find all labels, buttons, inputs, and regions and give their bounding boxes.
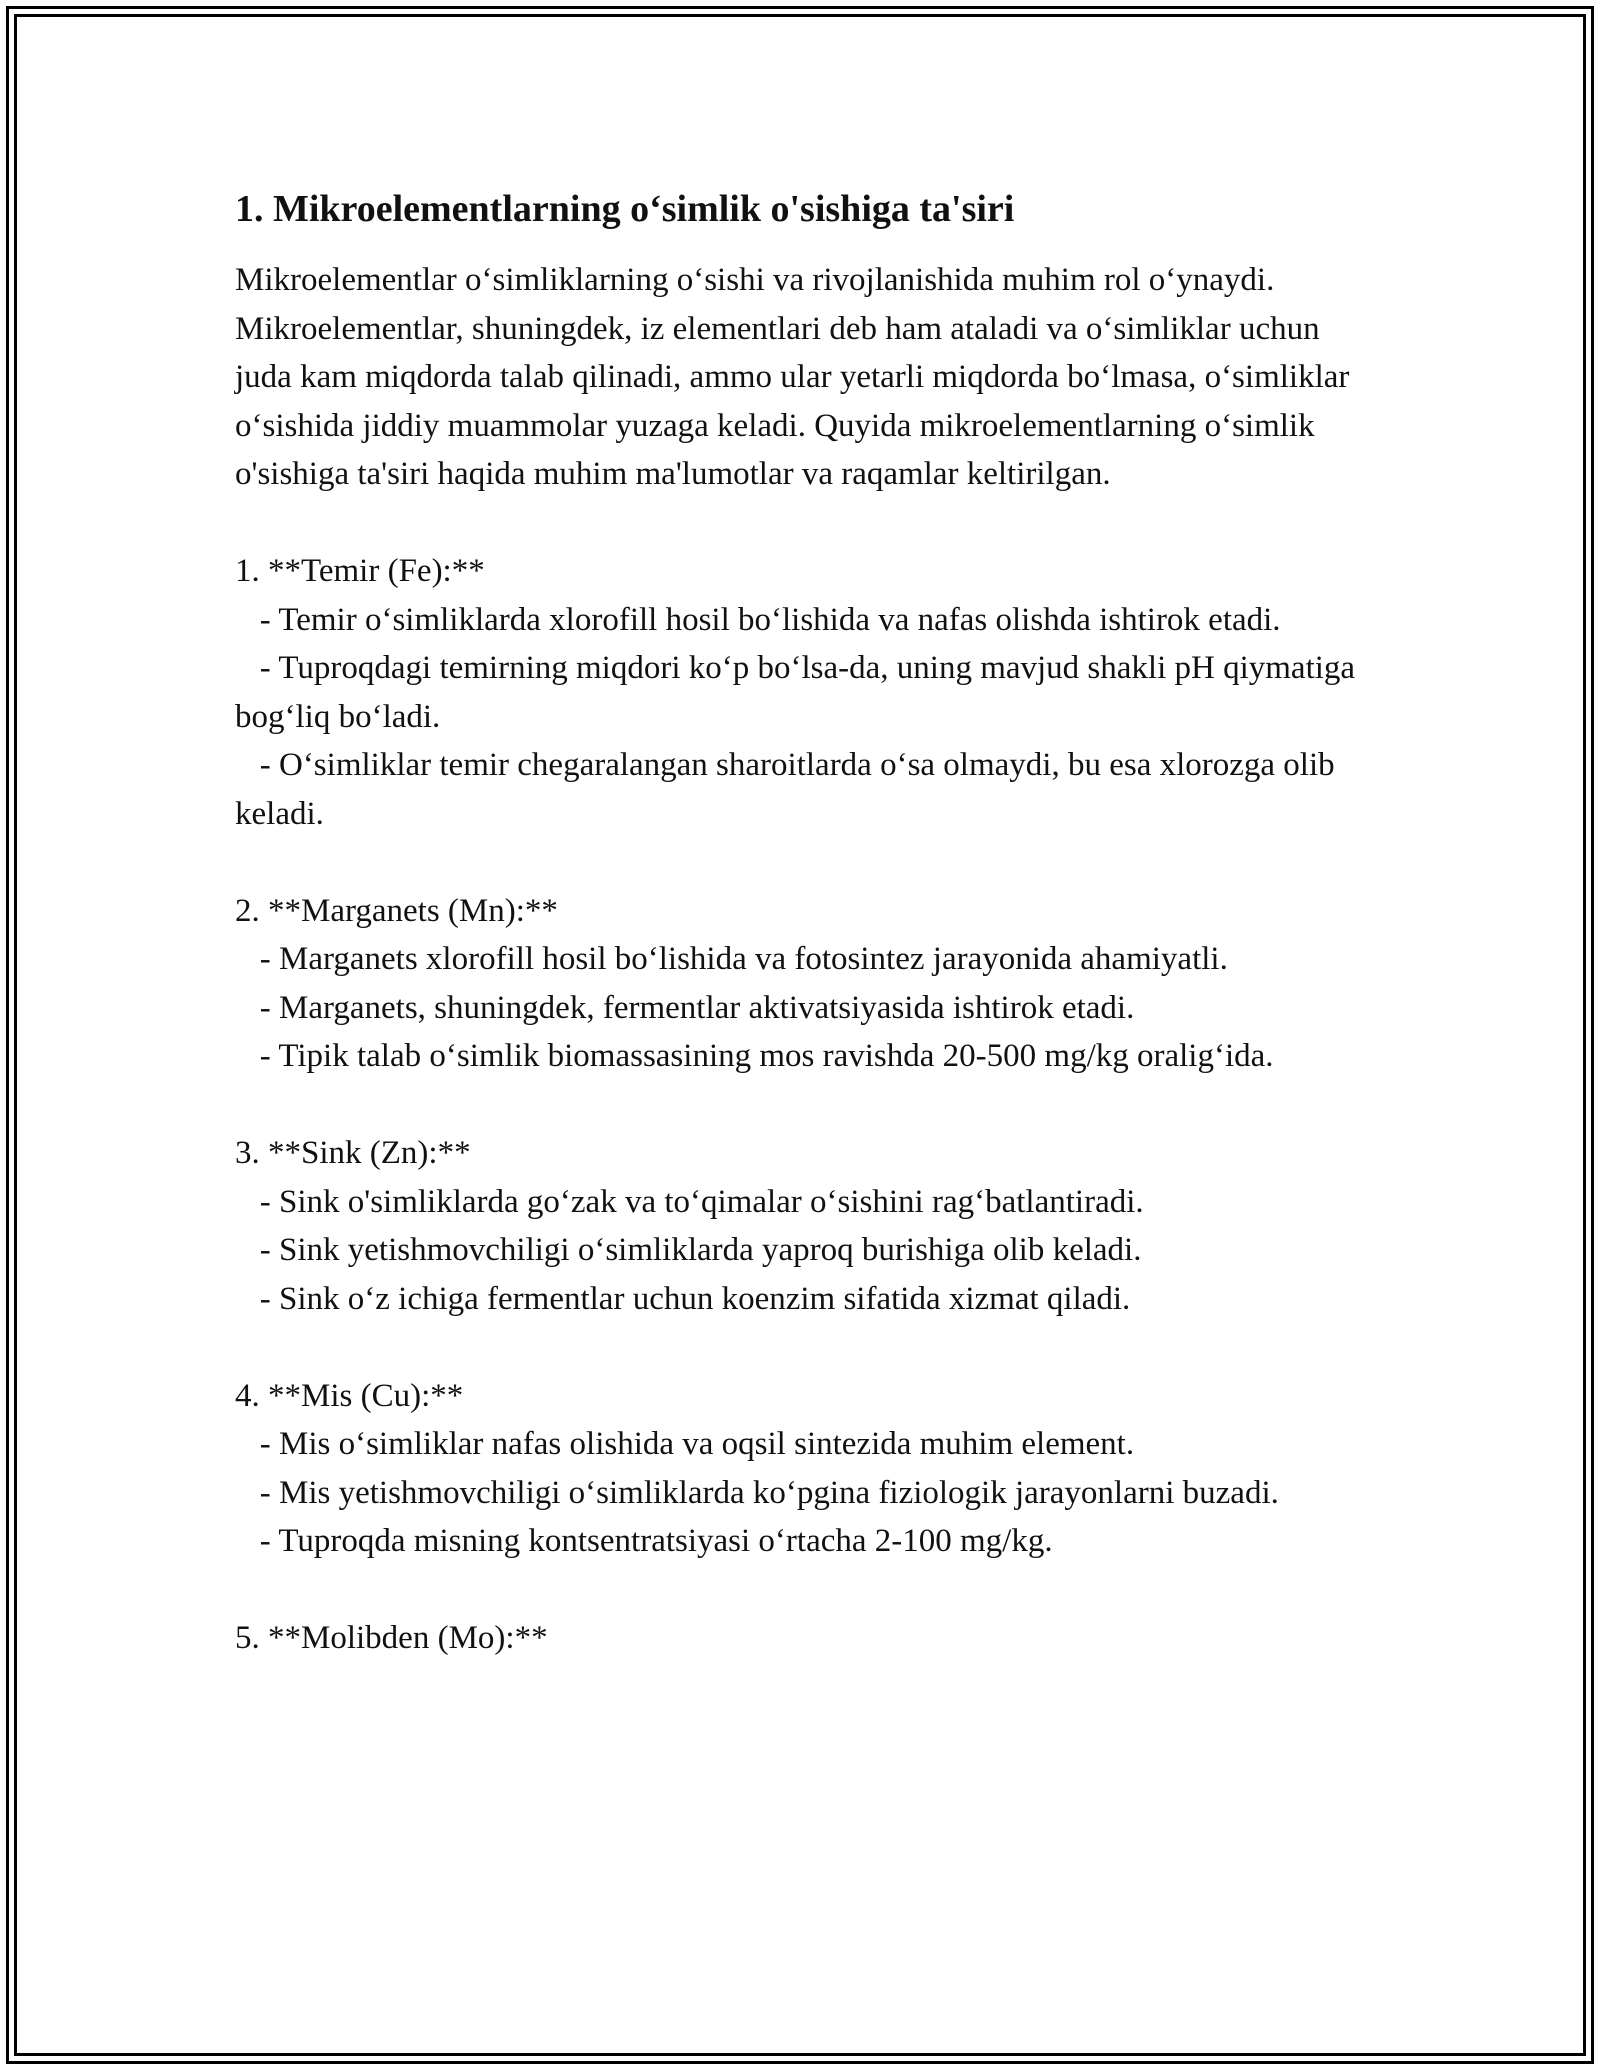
document-body xyxy=(235,184,1365,1663)
intro-paragraph: Mikroelementlar o‘simliklarning o‘sishi va rivojlanishida muhim rol o‘ynaydi. Mikroelementlar, shuningdek, iz elementlari deb ham ataladi va o‘simliklar uchun juda kam miqdorda talab qilinadi, ammo ular yetarli miqdorda bo‘lmasa, o‘simliklar o‘sishida jiddiy muammolar yuzaga keladi. Quyida mikroelementlarning o‘simlik o'sishiga ta'siri haqida muhim ma'lumotlar va raqamlar keltirilgan. xyxy=(235,262,1358,492)
list-item: - Tipik talab o‘simlik biomassasining mos ravishda 20-500 mg/kg oralig‘ida. xyxy=(235,1038,1274,1074)
list-item: - O‘simliklar temir chegaralangan sharoitlarda o‘sa olmaydi, bu esa xlorozga olib keladi. xyxy=(235,747,1343,832)
list-item: - Temir o‘simliklarda xlorofill hosil bo‘lishida va nafas olishda ishtirok etadi. xyxy=(235,601,1281,638)
section-iron xyxy=(235,547,1365,838)
list-item: - Sink o'simliklarda go‘zak va to‘qimalar o‘sishini rag‘batlantiradi. xyxy=(235,1183,1144,1220)
list-item: - Tuproqda misning kontsentratsiyasi o‘rtacha 2-100 mg/kg. xyxy=(235,1523,1053,1559)
section-title: 3. **Sink (Zn):** xyxy=(235,1135,471,1171)
list-item: - Mis o‘simliklar nafas olishida va oqsil sintezida muhim element. xyxy=(235,1426,1135,1462)
section-title: 5. **Molibden (Mo):** xyxy=(235,1620,548,1656)
section-title: 1. **Temir (Fe):** xyxy=(235,553,485,589)
section-manganese xyxy=(235,887,1365,1081)
list-item: - Sink o‘z ichiga fermentlar uchun koenzim sifatida xizmat qiladi. xyxy=(235,1280,1131,1317)
list-item: - Tuproqdagi temirning miqdori ko‘p bo‘lsa-da, uning mavjud shakli pH qiymatiga bog‘liq bo‘ladi. xyxy=(235,650,1364,735)
list-item: - Sink yetishmovchiligi o‘simliklarda yaproq burishiga olib keladi. xyxy=(235,1232,1142,1268)
list-item: - Marganets xlorofill hosil bo‘lishida va fotosintez jarayonida ahamiyatli. xyxy=(235,941,1228,977)
document-heading: 1. Mikroelementlarning o‘simlik o'sishiga ta'siri xyxy=(235,188,1015,230)
section-title: 4. **Mis (Cu):** xyxy=(235,1377,464,1414)
section-title: 2. **Marganets (Mn):** xyxy=(235,892,558,929)
section-zinc xyxy=(235,1129,1365,1323)
list-item: - Marganets, shuningdek, fermentlar aktivatsiyasida ishtirok etadi. xyxy=(235,989,1135,1026)
section-copper xyxy=(235,1372,1365,1566)
list-item: - Mis yetishmovchiligi o‘simliklarda ko‘pgina fiziologik jarayonlarni buzadi. xyxy=(235,1474,1279,1511)
section-molybdenum xyxy=(235,1614,1365,1663)
